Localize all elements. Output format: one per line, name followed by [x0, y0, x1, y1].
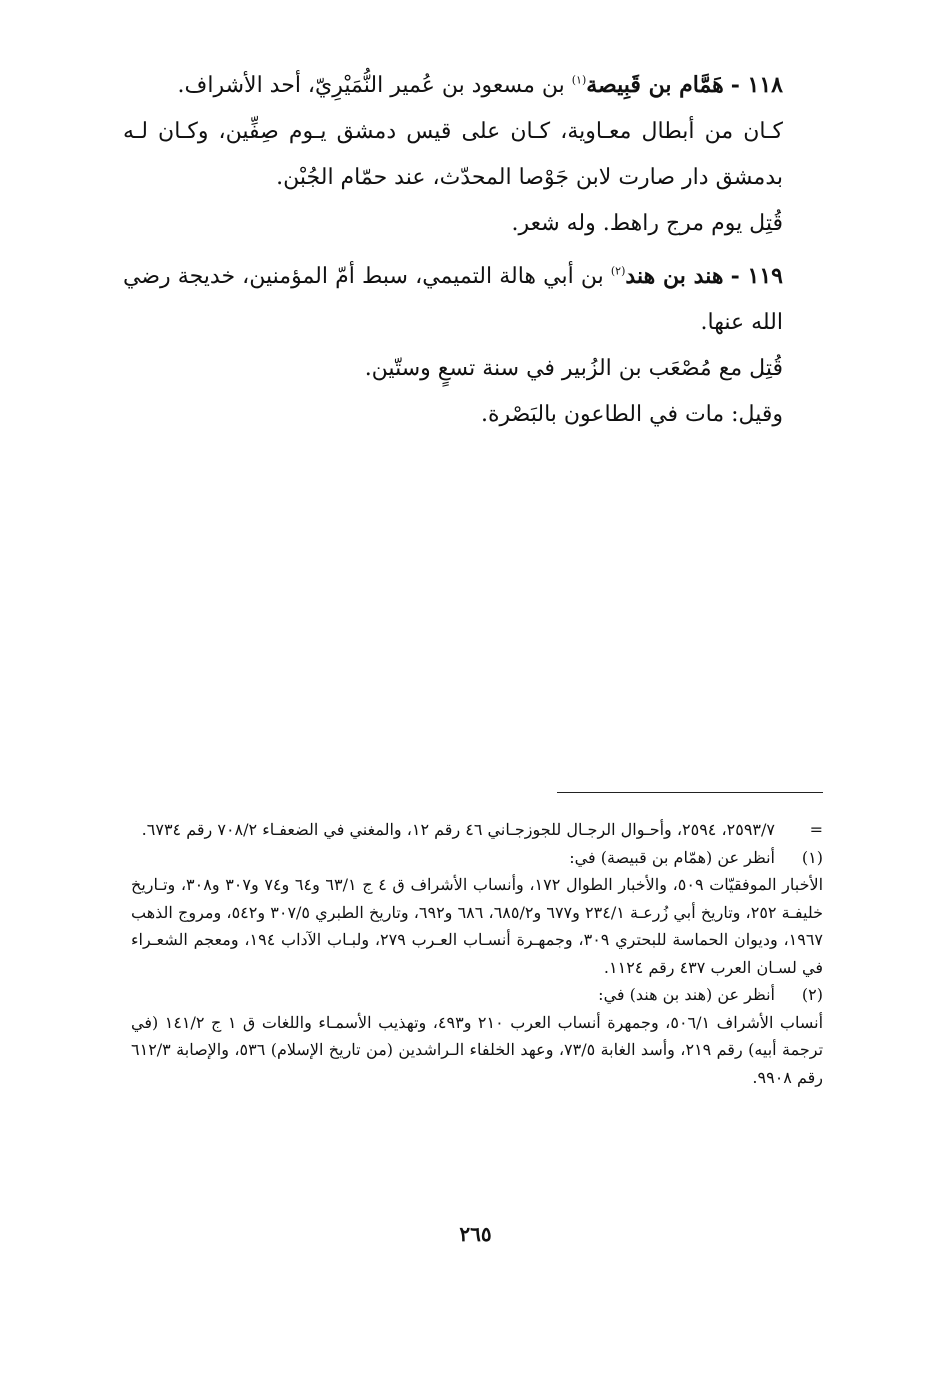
entry-name: هَمَّام بن قَبِيصة: [586, 72, 724, 98]
entry-heading-text: بن أبي هالة التميمي، سبط أمّ المؤمنين، خديجة رضي الله عنها.: [123, 264, 783, 335]
footnote-ref: (٢): [610, 264, 626, 278]
footnotes: [131, 816, 823, 1091]
entry-text: كـان من أبطال معـاوية، كـان على قيس دمشق يـوم صِفِّين، وكـان لـه بدمشق دار صارت لابن جَوْصا المحدّث، عند حمّام الجُبْن.: [123, 119, 783, 190]
entry-118-paragraph: [123, 109, 823, 201]
footnote-marker: (١): [801, 847, 823, 867]
entry-heading-text: بن مسعود بن عُمير النُّمَيْرِيّ، أحد الأشراف.: [177, 73, 565, 98]
entry-text: قُتِل يوم مرج راهط. وله شعر.: [511, 211, 783, 236]
footnote-marker: =: [809, 820, 823, 839]
footnote-text: ٢٥٩٣/٧، ٢٥٩٤، وأحـوال الرجـال للجوزجـاني ٤٦ رقم ١٢، والمغني في الضعفـاء ٧٠٨/٢ رقم ٦٧٣٤.: [141, 820, 775, 839]
entry-name: هند بن هند: [625, 263, 724, 289]
footnote-intro: أنظر عن (هند بن هند) في:: [598, 985, 775, 1004]
footnote-marker: (٢): [801, 985, 823, 1004]
entry-text: وقيل: مات في الطاعون بالبَصْرة.: [481, 402, 783, 427]
entry-number: ١١٨ -: [730, 72, 783, 98]
footnote-continuation: [131, 816, 823, 844]
entry-text: قُتِل مع مُصْعَب بن الزُبير في سنة تسعٍ وستّين.: [364, 356, 783, 381]
entry-118-paragraph: [123, 201, 823, 247]
main-text: [123, 62, 823, 438]
footnote-text: الأخبار الموفقيّات ٥٠٩، والأخبار الطوال ١٧٢، وأنساب الأشراف ق ٤ ج ٦٣/١ و٦٤ و٧٤ و٣٠٧ و٣٠٨، وتـاريخ خليفـة ٢٥٢، وتاريخ أبي زُرعـة ٢٣٤/١ و٦٧٧ و٦٨٥/٢، ٦٨٦ و٦٩٢، وتاريخ الطبري ٣٠٧/٥ و٥٤٢، ومروج الذهب ١٩٦٧، وديوان الحماسة للبحتري ٣٠٩، وجمهـرة أنسـاب العـرب ٢٧٩، ولبـاب الآداب ١٩٤، ومعجم الشعـراء في لسـان العرب ٤٣٧ رقم ١١٢٤.: [131, 875, 824, 977]
page-number: ٢٦٥: [459, 1222, 492, 1246]
footnote-text: أنساب الأشراف ٥٠٦/١، وجمهرة أنساب العرب ٢١٠ و٤٩٣، وتهذيب الأسمـاء واللغات ق ١ ج ١٤١/٢ (في ترجمة أبيه) رقم ٢١٩، وأسد الغابة ٧٣/٥، وعهد الخلفاء الـراشدين (من تاريخ الإسلام) ٥٣٦، والإصابة ٦١٢/٣ رقم ٩٩٠٨.: [131, 1012, 824, 1087]
entry-118-heading: [123, 62, 823, 109]
entry-number: ١١٩ -: [730, 263, 783, 289]
entry-119-heading: [123, 253, 823, 346]
footnote-2: [131, 981, 823, 1009]
footnote-ref: (١): [571, 73, 587, 87]
entry-119-paragraph: [123, 346, 823, 392]
footnote-divider: [557, 792, 823, 793]
footnote-1: [131, 844, 823, 872]
entry-119-paragraph: [123, 392, 823, 438]
footnote-intro: أنظر عن (همّام بن قبيصة) في:: [569, 847, 775, 867]
